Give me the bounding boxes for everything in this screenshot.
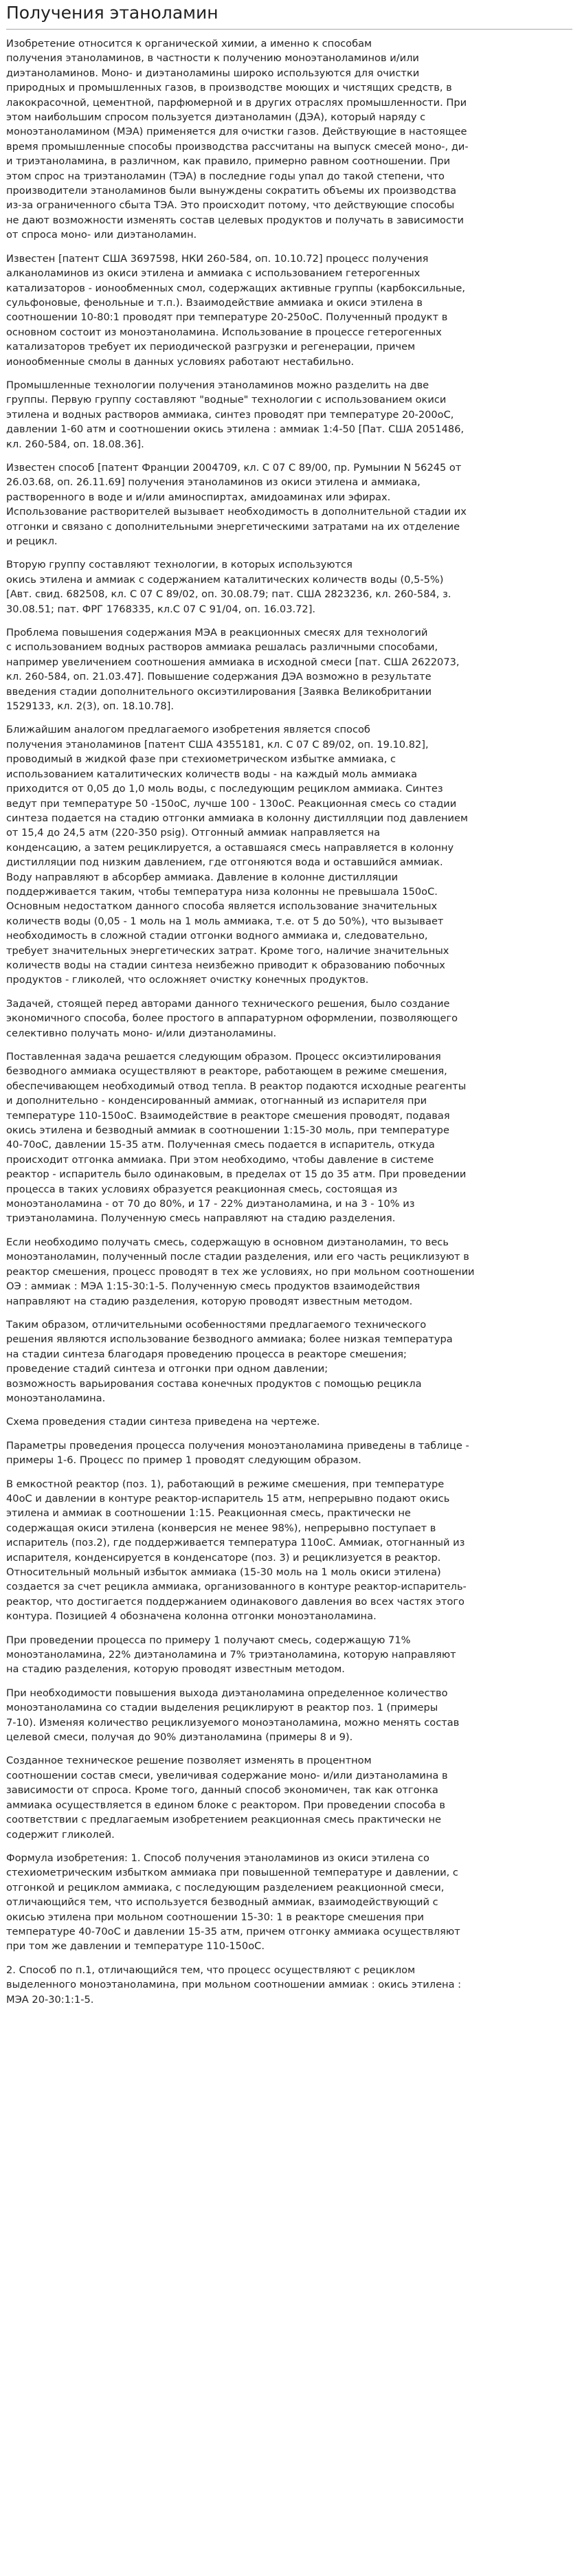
paragraph: Если необходимо получать смесь, содержащую в основном диэтаноламин, то весь моноэтаноламин, полученный после стадии разделения, или его часть рециклизуют в реактор смешения, процесс проводят в тех же условиях, но при мольном соотношении ОЭ : аммиак : МЭА 1:15-30:1-5. Полученную смесь продуктов взаимодействия направляют на стадию разделения, которую проводят известным методом. (6, 1236, 475, 1307)
paragraph: Формула изобретения: 1. Способ получения этаноламинов из окиси этилена со стехиометрическим избытком аммиака при повышенной температуре и давлении, с отгонкой и рециклом аммиака, с последующим разделением реакционной смеси, отличающийся тем, что используется безводный аммиак, взаимодействующий с окисью этилена при мольном соотношении 15-30: 1 в реакторе смешения при температуре 40-70оС и давлении 15-35 атм, причем отгонку аммиака осуществляют при том же давлении и температуре 110-150оС. (6, 1852, 460, 1953)
paragraph: Параметры проведения процесса получения моноэтаноламина приведены в таблице - примеры 1-6. Процесс по пример 1 проводят следующим образом. (6, 1439, 469, 1467)
paragraph: Известен [патент США 3697598, НКИ 260-584, оп. 10.10.72] процесс получения алканоламинов из окиси этилена и аммиака с использованием гетерогенных катализаторов - ионообменных смол, содержащих активные группы (карбоксильные, сульфоновые, фенольные и т.п.). Взаимодействие аммиака и окиси этилена в соотношении 10-80:1 проводят при температуре 20-250оС. Полученный продукт в основном состоит из моноэтаноламина. Использование в процессе гетерогенных катализаторов требует их периодической разгрузки и регенерации, причем ионообменные смолы в данных условиях работают нестабильно. (6, 252, 466, 368)
paragraph: При необходимости повышения выхода диэтаноламина определенное количество моноэтаноламина со стадии выделения рециклируют в реактор поз. 1 (примеры 7-10). Изменяя количество рециклизуемого моноэтаноламина, можно менять состав целевой смеси, получая до 90% диэтаноламина (примеры 8 и 9). (6, 1687, 460, 1744)
document-body (6, 36, 572, 2007)
paragraph: 2. Способ по п.1, отличающийся тем, что процесс осуществляют с рециклом выделенного моноэтаноламина, при мольном соотношении аммиак : окись этилена : МЭА 20-30:1:1-5. (6, 1964, 462, 2006)
paragraph: Известен способ [патент Франции 2004709, кл. С 07 С 89/00, пр. Румынии N 56245 от 26.03.68, оп. 26.11.69] получения этаноламинов из окиси этилена и аммиака, растворенного в воде и и/или аминоспиртах, амидоаминах или эфирах. Использование растворителей вызывает необходимость в дополнительной стадии их отгонки и связано с дополнительными энергетическими затратами на их отделение и рецикл. (6, 461, 467, 547)
paragraph: Таким образом, отличительными особенностями предлагаемого технического решения являются использование безводного аммиака; более низкая температура на стадии синтеза благодаря проведению процесса в реакторе смешения; проведение стадий синтеза и отгонки при одном давлении; возможность варьирования состава конечных продуктов с помощью рецикла моноэтаноламина. (6, 1318, 453, 1404)
paragraph: Проблема повышения содержания МЭА в реакционных смесях для технологий с использованием водных растворов аммиака решалась различными способами, например увеличением соотношения аммиака в исходной смеси [пат. США 2622073, кл. 260-584, оп. 21.03.47]. Повышение содержания ДЭА возможно в результате введения стадии дополнительного оксиэтилирования [Заявка Великобритании 1529133, кл. 2(3), оп. 18.10.78]. (6, 627, 460, 713)
paragraph: Изобретение относится к органической химии, а именно к способам получения этаноламинов, в частности к получению моноэтаноламинов и/или диэтаноламинов. Моно- и диэтаноламины широко используются для очистки природных и промышленных газов, в производстве моющих и чистящих средств, в лакокрасочной, цементной, парфюмерной и в других отраслях промышленности. При этом наибольшим спросом пользуется диэтаноламин (ДЭА), который наряду с моноэтаноламином (МЭА) применяется для очистки газов. Действующие в настоящее время промышленные способы производства рассчитаны на выпуск смесей моно-, ди- и триэтаноламина, в различном, как правило, примерно равном соотношении. При этом спрос на триэтаноламин (ТЭА) в последние годы упал до такой степени, что производители этаноламинов были вынуждены сократить объемы их производства из-за ограниченного сбыта ТЭА. Это происходит потому, что действующие способы не дают возможности изменять состав целевых продуктов и получать в зависимости от спроса моно- или диэтаноламин. (6, 38, 469, 241)
page-title: Получения этаноламин (6, 3, 219, 23)
paragraph: При проведении процесса по примеру 1 получают смесь, содержащую 71% моноэтаноламина, 22% диэтаноламина и 7% триэтаноламина, которую направляют на стадию разделения, которую проводят известным методом. (6, 1634, 456, 1676)
paragraph: Схема проведения стадии синтеза приведена на чертеже. (6, 1416, 320, 1428)
paragraph: Поставленная задача решается следующим образом. Процесс оксиэтилирования безводного аммиака осуществляют в реакторе, работающем в режиме смешения, обеспечивающем необходимый отвод тепла. В реактор подаются исходные реагенты и дополнительно - конденсированный аммиак, отогнанный из испарителя при температуре 110-150оС. Взаимодействие в реакторе смешения проводят, подавая окись этилена и безводный аммиак в соотношении 1:15-30 моль, при температуре 40-70оС, давлении 15-35 атм. Полученная смесь подается в испаритель, откуда происходит отгонка аммиака. При этом необходимо, чтобы давление в системе реактор - испаритель было одинаковым, в пределах от 15 до 35 атм. При проведении процесса в таких условиях образуется реакционная смесь, состоящая из моноэтаноламина - от 70 до 80%, и 17 - 22% диэтаноламина, и на 3 - 10% из триэтаноламина. Полученную смесь направляют на стадию разделения. (6, 1051, 467, 1225)
paragraph: Задачей, стоящей перед авторами данного технического решения, было создание экономичного способа, более простого в аппаратурном оформлении, позволяющего селективно получать моно- и/или диэтаноламины. (6, 997, 458, 1039)
title-divider (6, 29, 572, 30)
paragraph: Вторую группу составляют технологии, в которых используются окись этилена и аммиак с содержанием каталитических количеств воды (0,5-5%) [Авт. свид. 682508, кл. С 07 С 89/02, оп. 30.08.79; пат. США 2823236, кл. 260-584, з. 30.08.51; пат. ФРГ 1768335, кл.С 07 С 91/04, оп. 16.03.72]. (6, 559, 451, 615)
paragraph: Созданное техническое решение позволяет изменять в процентном соотношении состав смеси, увеличивая содержание моно- и/или диэтаноламина в зависимости от спроса. Кроме того, данный способ экономичен, так как отгонка аммиака осуществляется в едином блоке с реактором. При проведении способа в соответствии с предлагаемым изобретением реакционная смесь практически не содержит гликолей. (6, 1755, 448, 1841)
paragraph: Промышленные технологии получения этаноламинов можно разделить на две группы. Первую группу составляют "водные" технологии с использованием окиси этилена и водных растворов аммиака, синтез проводят при температуре 20-200оС, давлении 1-60 атм и соотношении окись этилена : аммиак 1:4-50 [Пат. США 2051486, кл. 260-584, оп. 18.08.36]. (6, 379, 465, 450)
paragraph: Ближайшим аналогом предлагаемого изобретения является способ получения этаноламинов [патент США 4355181, кл. С 07 С 89/02, оп. 19.10.82], проводимый в жидкой фазе при стехиометрическом избытке аммиака, с использованием каталитических количеств воды - на каждый моль аммиака приходится от 0,05 до 1,0 моль воды, с последующим рециклом аммиака. Синтез ведут при температуре 50 -150оС, лучше 100 - 130оС. Реакционная смесь со стадии синтеза подается на стадию отгонки аммиака в колонну дистилляции под давлением от 15,4 до 24,5 атм (220-350 psig). Отгонный аммиак направляется на конденсацию, а затем рециклируется, а оставшаяся смесь направляется в колонну дистилляции под низким давлением, где отгоняются вода и оставшийся аммиак. Воду направляют в абсорбер аммиака. Давление в колонне дистилляции поддерживается таким, чтобы температура низа колонны не превышала 150оС. Основным недостатком данного способа является использование значительных количеств воды (0,05 - 1 моль на 1 моль аммиака, т.е. от 5 до 50%), что вызывает необходимость в сложной стадии отгонки водного аммиака и, следовательно, требует значительных энергетических затрат. Кроме того, наличие значительных количеств воды на стадии синтеза неизбежно приводит к образованию побочных продуктов - гликолей, что осложняет очистку конечных продуктов. (6, 724, 468, 986)
paragraph: В емкостной реактор (поз. 1), работающий в режиме смешения, при температуре 40оС и давлении в контуре реактор-испаритель 15 атм, непрерывно подают окись этилена и аммиак в соотношении 1:15. Реакционная смесь, практически не содержащая окиси этилена (конверсия не менее 98%), непрерывно поступает в испаритель (поз.2), где поддерживается температура 110оС. Аммиак, отогнанный из испарителя, конденсируется в конденсаторе (поз. 3) и рециклизуется в реактор. Относительный мольный избыток аммиака (15-30 моль на 1 моль окиси этилена) создается за счет рецикла аммиака, организованного в контуре реактор-испаритель- реактор, что достигается поддержанием одинакового давления во всех частях этого контура. Позицией 4 обозначена колонна отгонки моноэтаноламина. (6, 1478, 467, 1623)
